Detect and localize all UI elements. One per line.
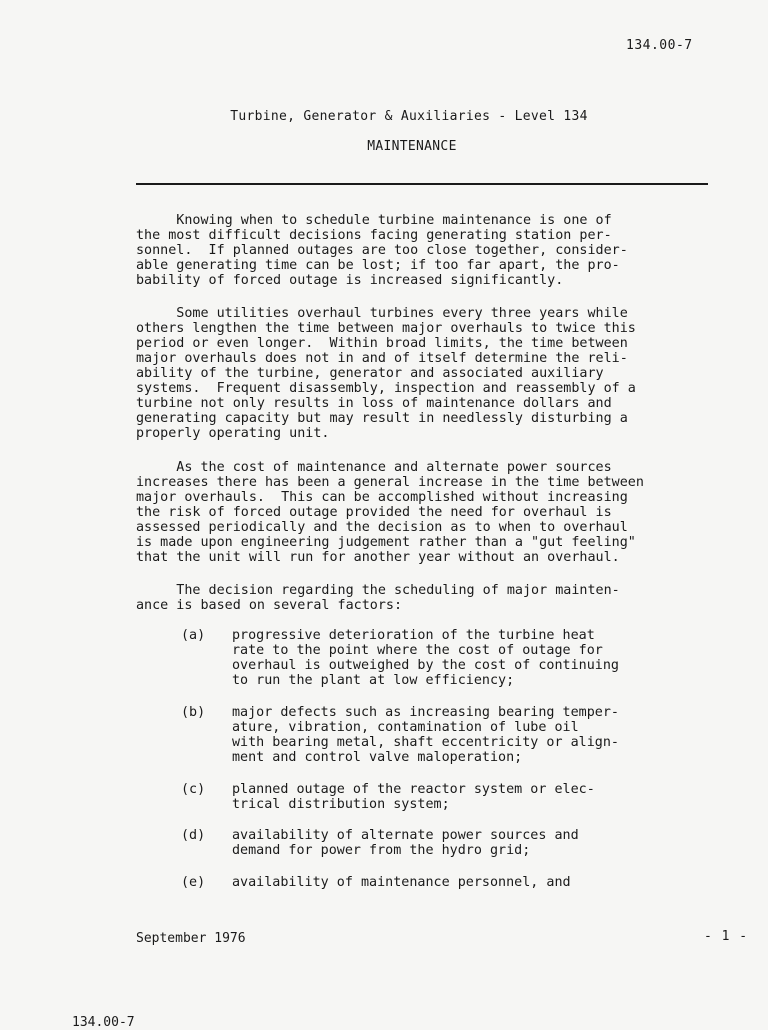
list-item-text: major defects such as increasing bearing temper- ature, vibration, contamination of lube oil with bearing metal, shaft eccentricity or align- ment and control valve maloperation; [232,705,619,765]
list-item-label: (c) [181,782,206,797]
paragraph-decision-factors: The decision regarding the scheduling of major mainten- ance is based on several factors: [136,583,620,613]
document-number: 134.00-7 [626,38,693,53]
list-item-text: planned outage of the reactor system or elec- trical distribution system; [232,782,595,812]
list-item-text: availability of alternate power sources and demand for power from the hydro grid; [232,828,579,858]
paragraph-intro: Knowing when to schedule turbine maintenance is one of the most difficult decisions facing generating station per- sonnel. If planned outages are too close together, consider- able generating time can be lost; if too far apart, the pro- bability of forced outage is increased significantly. [136,213,628,288]
list-item-label: (e) [181,875,206,890]
list-item-text: progressive deterioration of the turbine heat rate to the point where the cost of outage for overhaul is outweighed by the cost of continuing to run the plant at low efficiency; [232,628,619,688]
document-title: Turbine, Generator & Auxiliaries - Level 134 [230,109,588,124]
section-title: MAINTENANCE [367,139,457,154]
footer-date: September 1976 [136,931,246,946]
list-item-label: (d) [181,828,206,843]
title-divider [136,183,708,185]
paragraph-overhaul-intervals: Some utilities overhaul turbines every three years while others lengthen the time between major overhauls to twice this period or even longer. Within broad limits, the time between major overhauls does not in and of itself determine the reli- ability of the turbine, generator and associated auxiliary systems. Frequent disassembly, inspection and reassembly of a turbine not only results in loss of maintenance dollars and generating capacity but may result in needlessly disturbing a properly operating unit. [136,306,636,441]
list-item-label: (b) [181,705,206,720]
page-number: - 1 - [704,929,749,944]
list-item-label: (a) [181,628,206,643]
paragraph-cost: As the cost of maintenance and alternate power sources increases there has been a general increase in the time between major overhauls. This can be accomplished without increasing the risk of forced outage provided the need for overhaul is assessed periodically and the decision as to when to overhaul is made upon engineering judgement rather than a "gut feeling" that the unit will run for another year without an overhaul. [136,460,644,565]
next-page-document-number: 134.00-7 [72,1015,135,1030]
list-item-text: availability of maintenance personnel, and [232,875,571,890]
